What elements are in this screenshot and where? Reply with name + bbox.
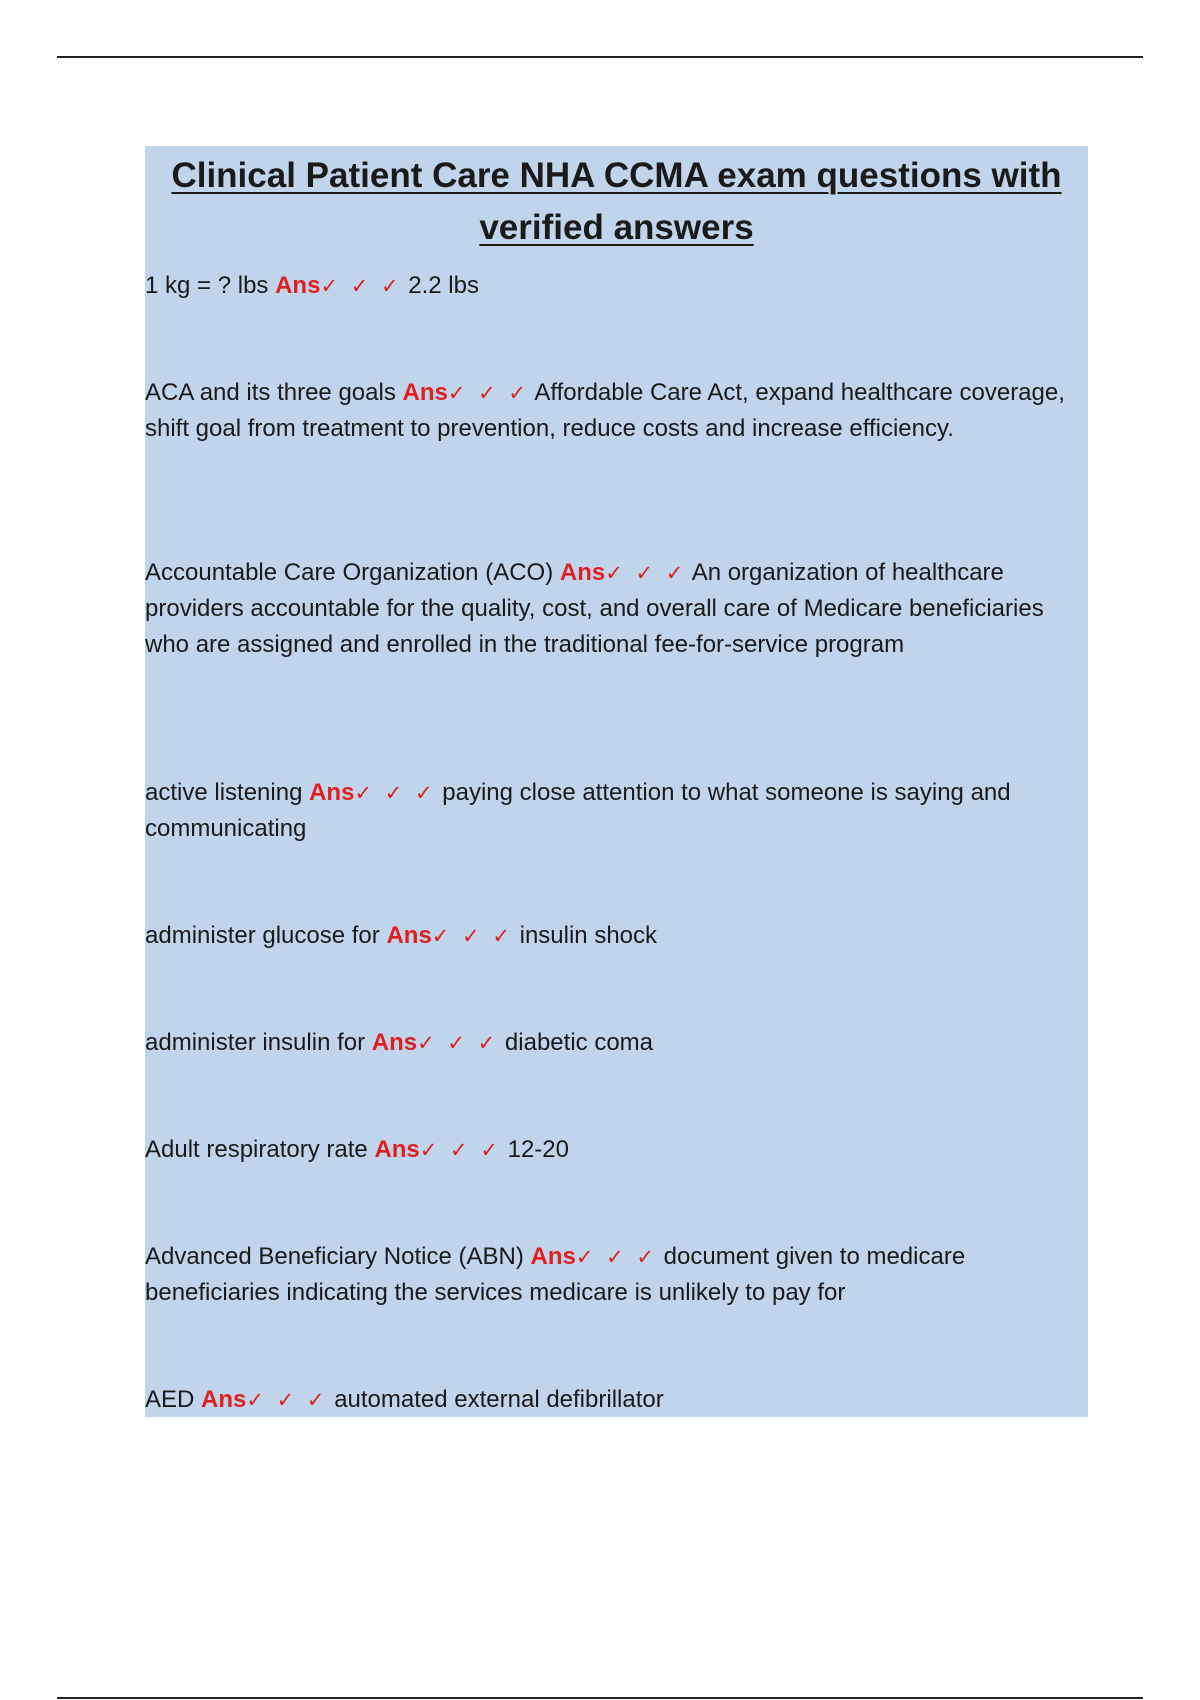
- answer-text: paying close attention to what someone is saying and communicating: [145, 779, 1011, 842]
- ans-label: Ans: [374, 1136, 420, 1163]
- qa-item: [145, 918, 1075, 954]
- qa-item: [145, 375, 1075, 447]
- footer-rule: [57, 1697, 1143, 1699]
- question-text: administer glucose for: [145, 922, 380, 949]
- qa-item: [145, 775, 1075, 847]
- ans-label: Ans: [402, 379, 448, 406]
- qa-item: [145, 268, 1075, 304]
- ans-label: Ans: [530, 1243, 576, 1270]
- ans-label: Ans: [386, 922, 432, 949]
- ans-label: Ans: [371, 1029, 418, 1056]
- ans-label: Ans: [275, 272, 321, 299]
- answer-text: insulin shock: [519, 922, 658, 949]
- check-icon: ✓ ✓ ✓: [354, 781, 436, 805]
- answer-text: diabetic coma: [504, 1029, 653, 1056]
- ans-label: Ans: [559, 559, 606, 586]
- ans-label: Ans: [201, 1386, 247, 1413]
- content-panel: [145, 146, 1088, 1417]
- check-icon: ✓ ✓ ✓: [431, 924, 513, 948]
- qa-item: [145, 1025, 1075, 1061]
- question-text: Advanced Beneficiary Notice (ABN): [145, 1243, 524, 1270]
- question-text: Accountable Care Organization (ACO): [145, 559, 554, 586]
- question-text: active listening: [145, 779, 303, 806]
- answer-text: document given to medicare beneficiaries indicating the services medicare is unlikely to pay for: [145, 1243, 966, 1306]
- ans-label: Ans: [309, 779, 355, 806]
- answer-text: 2.2 lbs: [408, 272, 479, 299]
- check-icon: ✓ ✓ ✓: [605, 561, 687, 585]
- answer-text: 12-20: [507, 1136, 569, 1163]
- header-rule: [57, 56, 1143, 58]
- answer-text: An organization of healthcare providers accountable for the quality, cost, and overall care of Medicare beneficiaries who are assigned and enrolled in the traditional fee-for-service program: [145, 559, 1044, 658]
- document-title: Clinical Patient Care NHA CCMA exam questions with verified answers: [171, 156, 1062, 247]
- question-text: 1 kg = ? lbs: [145, 272, 269, 299]
- check-icon: ✓ ✓ ✓: [417, 1031, 499, 1055]
- question-text: AED: [145, 1386, 195, 1413]
- answer-text: Affordable Care Act, expand healthcare coverage, shift goal from treatment to prevention, reduce costs and increase efficiency.: [145, 379, 1065, 442]
- question-text: ACA and its three goals: [145, 379, 396, 406]
- question-text: administer insulin for: [145, 1029, 366, 1056]
- check-icon: ✓ ✓ ✓: [320, 274, 402, 298]
- check-icon: ✓ ✓ ✓: [246, 1388, 328, 1412]
- question-text: Adult respiratory rate: [145, 1136, 368, 1163]
- qa-item: [145, 1239, 1075, 1311]
- qa-item: [145, 1382, 1075, 1418]
- qa-item: [145, 1132, 1075, 1168]
- check-icon: ✓ ✓ ✓: [575, 1245, 657, 1269]
- check-icon: ✓ ✓ ✓: [419, 1138, 501, 1162]
- qa-item: [145, 555, 1075, 663]
- check-icon: ✓ ✓ ✓: [447, 381, 529, 405]
- answer-text: automated external defibrillator: [334, 1386, 664, 1413]
